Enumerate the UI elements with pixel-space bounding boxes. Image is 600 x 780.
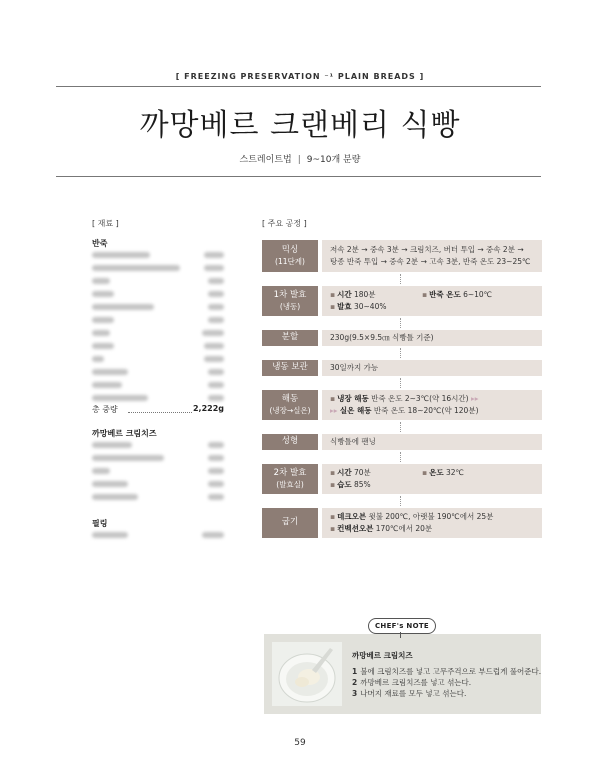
recipe-title: 까망베르 크랜베리 식빵 (139, 108, 461, 143)
step-desc-divide: 230g(9.5×9.5㎝ 식빵틀 기준) (322, 330, 542, 346)
bowl-image (272, 642, 342, 706)
ingredient-row (92, 328, 224, 338)
ingredients-section-label: [ 재료 ] (92, 219, 119, 228)
step-label-second-fermentation: 2차 발효 (발효실) (262, 464, 318, 494)
step-connector (400, 318, 401, 328)
step-desc-second-fermentation: ▪ 시간 70분 ▪ 온도 32℃ ▪ 습도 85% (322, 464, 542, 494)
chef-note-tab: CHEF's NOTE (368, 618, 436, 634)
ingredient-row (92, 302, 224, 312)
arrow-icon: ▸▸ (470, 394, 479, 404)
yield-label: 9~10개 분량 (306, 155, 361, 165)
step-connector (400, 274, 401, 284)
ingredient-row (92, 466, 224, 476)
step-label-shaping: 성형 (262, 434, 318, 450)
arrow-icon: ▸▸ (330, 406, 338, 415)
ingredient-row (92, 492, 224, 502)
step-label-baking: 굽기 (262, 508, 318, 538)
ingredient-row (92, 380, 224, 390)
step-desc-baking: ▪ 데크오븐 윗불 200℃, 아랫불 190℃에서 25분 ▪ 컨벡션오븐 170℃에서 20분 (322, 508, 542, 538)
ingredient-row (92, 263, 224, 273)
ingredient-row (92, 479, 224, 489)
step-label-mixing: 믹싱 (11단계) (262, 240, 318, 272)
step-connector (400, 496, 401, 506)
step-label-first-fermentation: 1차 발효 (냉동) (262, 286, 318, 316)
ingredient-row (92, 276, 224, 286)
step-label-frozen-storage: 냉동 보관 (262, 360, 318, 376)
step-label-thaw: 해동 (냉장→실온) (262, 390, 318, 420)
chef-note-step: 2 까망베르 크림치즈를 넣고 섞는다. (352, 678, 472, 687)
group-title-filling: 필링 (92, 519, 108, 528)
group-title-camembert-cream: 까망베르 크림치즈 (92, 429, 157, 438)
ingredient-row (92, 354, 224, 364)
step-connector (400, 422, 401, 432)
method-label: 스트레이트법 (239, 155, 292, 165)
ingredient-row (92, 250, 224, 260)
chef-note-step: 3 나머지 재료를 모두 넣고 섞는다. (352, 689, 467, 698)
ingredient-row (92, 341, 224, 351)
chef-note-step: 1 불에 크림치즈를 넣고 고무주걱으로 부드럽게 풀어준다. (352, 667, 542, 676)
total-weight-value: 2,222g (192, 404, 224, 413)
ingredient-row (92, 453, 224, 463)
step-connector (400, 348, 401, 358)
step-label-divide: 분할 (262, 330, 318, 346)
total-weight-label: 총 중량 (92, 405, 118, 414)
step-desc-mixing: 저속 2분 → 중속 3분 → 크림치즈, 버터 투입 → 중속 2분 → 탕종 반죽 투입 → 중속 2분 → 고속 3분, 반죽 온도 23~25℃ (322, 240, 542, 272)
step-connector (400, 378, 401, 388)
series-heading: [ FREEZING PRESERVATION ⁻¹ PLAIN BREADS ] (175, 72, 425, 81)
step-desc-first-fermentation: ▪ 시간 180분 ▪ 반죽 온도 6~10℃ ▪ 발효 30~40% (322, 286, 542, 316)
ingredient-row (92, 440, 224, 450)
ingredient-row (92, 367, 224, 377)
title-rule (56, 176, 541, 177)
total-weight-row (92, 404, 224, 415)
ingredient-row (92, 315, 224, 325)
group-title-dough: 반죽 (92, 239, 108, 248)
step-desc-thaw: ▪ 냉장 해동 반죽 온도 2~3℃(약 16시간) ▸▸ ▸▸ 실온 해동 반죽 온도 18~20℃(약 120분) (322, 390, 542, 420)
page-number: 59 (294, 738, 306, 748)
chef-note-title: 까망베르 크림치즈 (352, 651, 413, 660)
process-section-label: [ 주요 공정 ] (262, 219, 307, 228)
ingredient-row (92, 289, 224, 299)
recipe-subtitle: 스트레이트법 | 9~10개 분량 (239, 155, 361, 165)
cream-cheese-bowl-photo (272, 642, 342, 706)
step-desc-shaping: 식빵틀에 팬닝 (322, 434, 542, 450)
ingredient-row (92, 530, 224, 540)
ingredient-row (92, 393, 224, 403)
step-desc-frozen-storage: 30일까지 가능 (322, 360, 542, 376)
step-connector (400, 452, 401, 462)
header-rule (56, 86, 541, 87)
